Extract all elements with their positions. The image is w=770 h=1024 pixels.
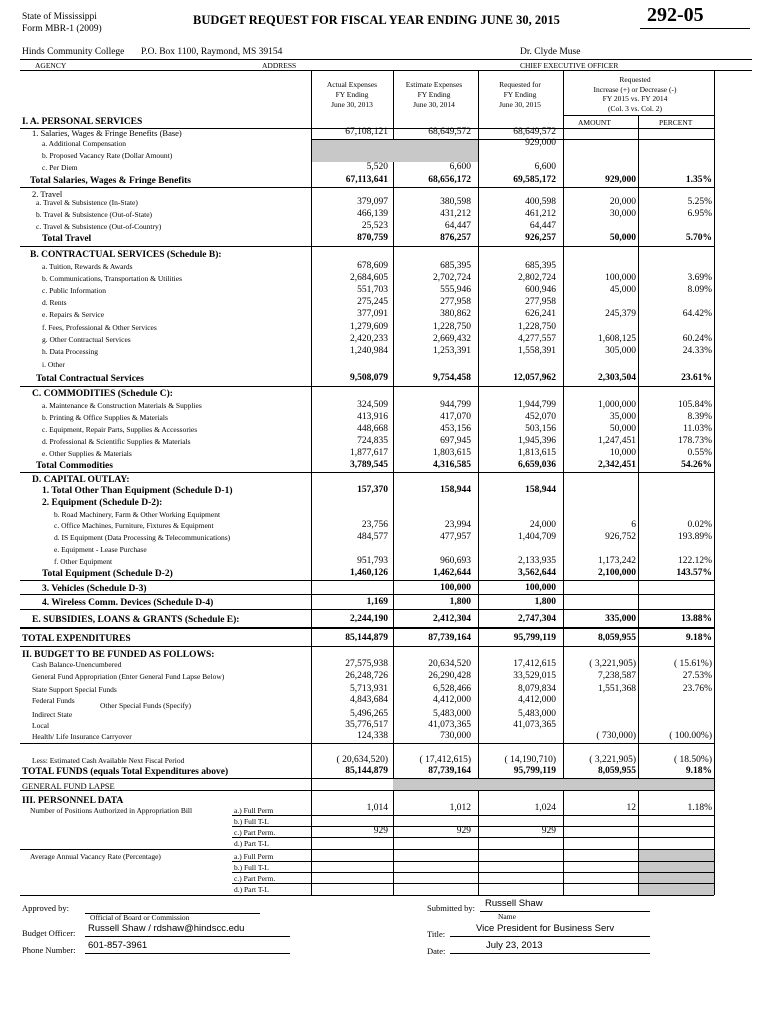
row-label: Less: Estimated Cash Available Next Fiscal Period [32,756,185,765]
cell-requested: 503,156 [525,424,556,434]
cell-requested: 1,558,391 [518,346,556,356]
cell-estimate: 555,946 [440,285,471,295]
cell-estimate: 730,000 [440,731,471,741]
row-label: e. Equipment - Lease Purchase [54,545,147,554]
cell-requested: 2,747,304 [518,614,556,624]
full-perm-requested: 1,024 [534,803,556,813]
row-label: d. IS Equipment (Data Processing & Telecommunications) [54,533,231,542]
sub-full-tl-2: b.) Full T-L [234,863,269,872]
officer-name: Dr. Clyde Muse [520,47,581,57]
submitted-field[interactable]: Russell Shaw [485,898,543,909]
cell-amount: 1,173,242 [598,556,636,566]
cell-requested: 5,483,000 [518,709,556,719]
cell-requested: 461,212 [525,209,556,219]
approved-label: Approved by: [22,903,69,913]
cell-requested: 100,000 [525,583,556,593]
cell-estimate: 960,693 [440,556,471,566]
row-label: 1. Total Other Than Equipment (Schedule D-1) [42,486,233,496]
row-label: TOTAL FUNDS (equals Total Expenditures above) [22,767,229,777]
cell-estimate: 876,257 [440,233,471,243]
cell-percent: 8.39% [687,412,712,422]
cell-amount: ( 3,221,905) [589,659,636,669]
cell-estimate: 41,073,365 [428,720,471,730]
cell-actual: 27,575,938 [345,659,388,669]
col-change-header: Requested Increase (+) or Decrease (-) FY 2015 vs. FY 2014 (Col. 3 vs. Col. 2) [593,75,677,113]
col-requested-header: Requested for FY Ending June 30, 2015 [499,80,541,109]
cell-estimate: 6,528,466 [433,684,471,694]
cell-percent: 122.12% [677,556,712,566]
agency-label: AGENCY [35,61,67,70]
cell-actual: 448,668 [357,424,388,434]
cell-estimate: 453,156 [440,424,471,434]
row-label: f. Other Equipment [54,557,113,566]
name-label: Name [498,912,516,921]
page-title: BUDGET REQUEST FOR FISCAL YEAR ENDING JUNE 30, 2015 [193,13,560,27]
sub-full-perm-1: a.) Full Perm [234,806,274,815]
row-label: b. Printing & Office Supplies & Materials [42,413,168,422]
cell-requested: 1,228,750 [518,322,556,332]
form-code: 292-05 [647,4,704,26]
cell-actual: 2,244,190 [350,614,388,624]
cell-estimate: 2,412,304 [433,614,471,624]
row-label: 1. Salaries, Wages & Fringe Benefits (Base) [32,128,182,138]
cell-estimate: 5,483,000 [433,709,471,719]
cell-actual: 3,789,545 [350,460,388,470]
row-label: C. COMMODITIES (Schedule C): [32,389,173,399]
cell-actual: 35,776,517 [345,720,388,730]
cell-amount: 305,000 [605,346,636,356]
cell-estimate: 87,739,164 [428,766,471,776]
cell-requested: 8,079,834 [518,684,556,694]
cell-amount: 100,000 [605,273,636,283]
cell-amount: 1,608,125 [598,334,636,344]
cell-requested: 452,070 [525,412,556,422]
cell-amount: 8,059,955 [598,633,636,643]
cell-estimate: 158,944 [440,485,471,495]
row-label: Total Contractual Services [36,374,144,384]
state-label: State of Mississippi [22,12,97,22]
col-estimate-header: Estimate Expenses FY Ending June 30, 2014 [405,80,463,109]
cell-amount: ( 730,000) [596,731,636,741]
cell-estimate: 100,000 [440,583,471,593]
cell-requested: 1,404,709 [518,532,556,542]
title-label: Title: [427,929,446,939]
cell-requested: 158,944 [525,485,556,495]
full-perm-actual: 1,014 [366,803,388,813]
row-label: b. Travel & Subsistence (Out-of-State) [36,210,153,219]
sub-full-tl-1: b.) Full T-L [234,817,269,826]
col-actual-header: Actual Expenses FY Ending June 30, 2013 [326,80,378,109]
cell-actual: 1,169 [366,597,388,607]
percent-header: PERCENT [659,118,693,127]
row-label: Federal Funds [32,696,75,705]
cell-percent: 8.09% [687,285,712,295]
row-label: f. Fees, Professional & Other Services [42,323,157,332]
cell-actual: 678,609 [357,261,388,271]
vacancy-label: Average Annual Vacancy Rate (Percentage) [30,852,161,861]
cell-amount: 1,247,451 [598,436,636,446]
cell-percent: 1.35% [685,175,712,185]
cell-estimate: 9,754,458 [433,373,471,383]
cell-requested: 685,395 [525,261,556,271]
cell-actual: 85,144,879 [345,766,388,776]
positions-label: Number of Positions Authorized in Appropriation Bill [30,806,193,815]
cell-actual: 25,523 [361,221,388,231]
cell-estimate: 477,957 [440,532,471,542]
row-label: Total Commodities [36,461,113,471]
cell-estimate: 20,634,520 [428,659,471,669]
row-label: 2. Travel [32,189,63,199]
cell-estimate: 26,290,428 [428,671,471,681]
cell-actual: 5,496,265 [350,709,388,719]
cell-estimate: 64,447 [444,221,471,231]
cell-requested: 6,659,036 [518,460,556,470]
cell-amount: 30,000 [609,209,636,219]
row-label: b. Proposed Vacancy Rate (Dollar Amount) [42,151,173,160]
cell-actual: 85,144,879 [345,633,388,643]
cell-amount: 335,000 [605,614,636,624]
cell-amount: 6 [631,520,636,530]
cell-amount: 20,000 [609,197,636,207]
cell-percent: 24.33% [682,346,712,356]
cell-actual: 551,703 [357,285,388,295]
date-field[interactable]: July 23, 2013 [486,940,543,951]
cell-actual: 5,520 [366,162,388,172]
cell-requested: 2,133,935 [518,556,556,566]
cell-percent: 9.18% [685,633,712,643]
row-label: Health/ Life Insurance Carryover [32,732,132,741]
cell-actual: 275,245 [357,297,388,307]
row-label: a. Maintenance & Construction Materials & Supplies [42,401,202,410]
cell-requested: 6,600 [534,162,556,172]
cell-amount: 926,752 [605,532,636,542]
cell-estimate: 6,600 [449,162,471,172]
cell-actual: ( 20,634,520) [336,755,388,765]
cell-percent: 54.26% [681,460,712,470]
cell-estimate: 685,395 [440,261,471,271]
cell-amount: 2,100,000 [598,568,636,578]
form-number: Form MBR-1 (2009) [22,24,102,34]
cell-percent: 27.53% [682,671,712,681]
cell-amount: 8,059,955 [598,766,636,776]
cell-estimate: 944,799 [440,400,471,410]
cell-estimate: 1,253,391 [433,346,471,356]
cell-estimate: 87,739,164 [428,633,471,643]
row-label: a. Travel & Subsistence (In-State) [36,198,138,207]
cell-amount: 7,238,587 [598,671,636,681]
row-label: c. Office Machines, Furniture, Fixtures & Equipment [54,521,214,530]
cell-amount: 50,000 [609,424,636,434]
row-label: Cash Balance-Unencumbered [32,660,122,669]
cell-amount: 2,303,504 [598,373,636,383]
cell-estimate: 380,862 [440,309,471,319]
cell-percent: 3.69% [687,273,712,283]
row-label: I. A. PERSONAL SERVICES [22,117,143,127]
row-label: D. CAPITAL OUTLAY: [32,475,130,485]
cell-requested: 4,412,000 [518,695,556,705]
cell-requested: 1,945,396 [518,436,556,446]
part-perm-actual: 929 [373,826,388,836]
cell-actual: 466,139 [357,209,388,219]
cell-estimate: ( 17,412,615) [419,755,471,765]
cell-actual: 377,091 [357,309,388,319]
cell-estimate: 431,212 [440,209,471,219]
cell-actual: 2,684,605 [350,273,388,283]
cell-requested: 277,958 [525,297,556,307]
full-perm-percent: 1.18% [687,803,712,813]
row-label: General Fund Appropriation (Enter General Fund Lapse Below) [32,672,225,681]
cell-estimate: 2,702,724 [433,273,471,283]
cell-requested: 24,000 [529,520,556,530]
cell-requested: 33,529,015 [513,671,556,681]
cell-actual: 379,097 [357,197,388,207]
cell-estimate: 68,649,572 [428,127,471,137]
cell-percent: 9.18% [685,766,712,776]
cell-amount: 50,000 [609,233,636,243]
cell-percent: 5.25% [687,197,712,207]
cell-percent: 0.02% [687,520,712,530]
row-label: II. BUDGET TO BE FUNDED AS FOLLOWS: [22,650,215,660]
cell-actual: 1,240,984 [350,346,388,356]
row-label: b. Communications, Transportation & Utilities [42,274,183,283]
officer-label: CHIEF EXECUTIVE OFFICER [520,61,619,70]
cell-percent: ( 18.50%) [674,755,712,765]
cell-actual: 1,877,617 [350,448,388,458]
cell-percent: ( 15.61%) [674,659,712,669]
row-label: a. Tuition, Rewards & Awards [42,262,133,271]
cell-estimate: 1,803,615 [433,448,471,458]
row-label: d. Professional & Scientific Supplies & Materials [42,437,191,446]
cell-actual: 4,843,684 [350,695,388,705]
cell-percent: 105.84% [677,400,712,410]
title-field[interactable]: Vice President for Business Serv [476,923,615,934]
row-label: Total Travel [42,234,92,244]
other-special-funds-label: Other Special Funds (Specify) [100,701,192,710]
cell-amount: 2,342,451 [598,460,636,470]
cell-requested: 12,057,962 [513,373,556,383]
cell-actual: 413,916 [357,412,388,422]
row-label: e. Repairs & Service [42,310,105,319]
cell-estimate: 4,316,585 [433,460,471,470]
cell-estimate: 4,412,000 [433,695,471,705]
cell-estimate: 277,958 [440,297,471,307]
cell-amount: 929,000 [605,175,636,185]
cell-actual: 157,370 [357,485,388,495]
cell-requested: 69,585,172 [513,175,556,185]
sub-part-perm-1: c.) Part Perm. [234,828,276,837]
official-label: Official of Board or Commission [90,913,190,922]
cell-amount: ( 3,221,905) [589,755,636,765]
cell-amount: 245,379 [605,309,636,319]
cell-requested: 929,000 [525,138,556,148]
cell-requested: 3,562,644 [518,568,556,578]
submitted-label: Submitted by: [427,903,475,913]
cell-estimate: 697,945 [440,436,471,446]
cell-estimate: 380,598 [440,197,471,207]
row-label: i. Other [42,360,65,369]
cell-actual: 67,108,121 [345,127,388,137]
row-label: E. SUBSIDIES, LOANS & GRANTS (Schedule E): [32,615,240,625]
cell-estimate: 417,070 [440,412,471,422]
row-label: Local [32,721,50,730]
budget-officer-field[interactable]: Russell Shaw / rdshaw@hindscc.edu [88,923,245,934]
row-label: Indirect State [32,710,73,719]
row-label: B. CONTRACTUAL SERVICES (Schedule B): [30,250,222,260]
row-label: Total Salaries, Wages & Fringe Benefits [30,176,191,186]
cell-percent: 178.73% [677,436,712,446]
budget-officer-label: Budget Officer: [22,928,76,938]
row-label: b. Road Machinery, Farm & Other Working Equipment [54,510,221,519]
row-label: State Support Special Funds [32,685,117,694]
amount-header: AMOUNT [578,118,611,127]
sub-part-tl-1: d.) Part T-L [234,839,269,848]
cell-requested: 95,799,119 [513,633,556,643]
cell-estimate: 23,994 [444,520,471,530]
part-perm-requested: 929 [541,826,556,836]
row-label: 2. Equipment (Schedule D-2): [42,498,163,508]
cell-requested: 626,241 [525,309,556,319]
cell-requested: 1,813,615 [518,448,556,458]
cell-actual: 951,793 [357,556,388,566]
row-label: c. Per Diem [42,163,78,172]
cell-percent: 23.61% [681,373,712,383]
cell-actual: 5,713,931 [350,684,388,694]
cell-requested: 4,277,557 [518,334,556,344]
cell-estimate: 68,656,172 [428,175,471,185]
row-label: c. Equipment, Repair Parts, Supplies & Accessories [42,425,198,434]
row-label: III. PERSONNEL DATA [22,796,124,806]
cell-requested: 1,800 [534,597,556,607]
phone-label: Phone Number: [22,945,76,955]
row-label: GENERAL FUND LAPSE [22,781,115,791]
row-label: TOTAL EXPENDITURES [22,634,131,644]
cell-requested: 41,073,365 [513,720,556,730]
cell-estimate: 1,800 [449,597,471,607]
cell-actual: 724,835 [357,436,388,446]
cell-requested: 95,799,119 [513,766,556,776]
agency-address: P.O. Box 1100, Raymond, MS 39154 [141,47,283,57]
cell-actual: 2,420,233 [350,334,388,344]
row-label: h. Data Processing [42,347,99,356]
cell-percent: 0.55% [687,448,712,458]
cell-percent: 5.70% [685,233,712,243]
cell-requested: 1,944,799 [518,400,556,410]
cell-percent: 60.24% [682,334,712,344]
cell-actual: 1,460,126 [350,568,388,578]
cell-requested: 2,802,724 [518,273,556,283]
row-label: 4. Wireless Comm. Devices (Schedule D-4) [42,598,214,608]
sub-part-perm-2: c.) Part Perm. [234,874,276,883]
cell-percent: 6.95% [687,209,712,219]
cell-percent: 143.57% [676,568,712,578]
cell-estimate: 2,669,432 [433,334,471,344]
cell-requested: 600,946 [525,285,556,295]
cell-actual: 484,577 [357,532,388,542]
cell-actual: 26,248,726 [345,671,388,681]
cell-amount: 45,000 [609,285,636,295]
cell-requested: ( 14,190,710) [504,755,556,765]
row-label: c. Travel & Subsistence (Out-of-Country) [36,222,162,231]
cell-percent: 11.03% [683,424,712,434]
full-perm-estimate: 1,012 [449,803,471,813]
cell-actual: 23,756 [361,520,388,530]
cell-amount: 35,000 [609,412,636,422]
cell-requested: 68,649,572 [513,127,556,137]
row-label: 3. Vehicles (Schedule D-3) [42,584,147,594]
row-label: d. Rents [42,298,67,307]
cell-actual: 124,338 [357,731,388,741]
cell-amount: 1,551,368 [598,684,636,694]
cell-percent: 13.88% [681,614,712,624]
cell-requested: 64,447 [529,221,556,231]
cell-estimate: 1,462,644 [433,568,471,578]
cell-actual: 9,508,079 [350,373,388,383]
row-label: e. Other Supplies & Materials [42,449,132,458]
cell-actual: 1,279,609 [350,322,388,332]
sub-full-perm-2: a.) Full Perm [234,852,274,861]
row-label: g. Other Contractual Services [42,335,131,344]
cell-estimate: 1,228,750 [433,322,471,332]
row-label: a. Additional Compensation [42,139,126,148]
cell-requested: 926,257 [525,233,556,243]
cell-amount: 10,000 [609,448,636,458]
cell-actual: 870,759 [357,233,388,243]
phone-field[interactable]: 601-857-3961 [88,940,148,951]
address-label: ADDRESS [262,61,297,70]
row-label: Total Equipment (Schedule D-2) [42,569,173,579]
cell-requested: 17,412,615 [513,659,556,669]
row-label: c. Public Information [42,286,106,295]
cell-percent: 193.89% [677,532,712,542]
cell-actual: 67,113,641 [345,175,388,185]
cell-amount: 1,000,000 [598,400,636,410]
cell-actual: 324,509 [357,400,388,410]
agency-name: Hinds Community College [22,47,125,57]
cell-requested: 400,598 [525,197,556,207]
cell-percent: ( 100.00%) [669,731,712,741]
cell-percent: 64.42% [682,309,712,319]
sub-part-tl-2: d.) Part T-L [234,885,269,894]
full-perm-amount: 12 [626,803,636,813]
part-perm-estimate: 929 [456,826,471,836]
cell-percent: 23.76% [682,684,712,694]
date-label: Date: [427,946,446,956]
